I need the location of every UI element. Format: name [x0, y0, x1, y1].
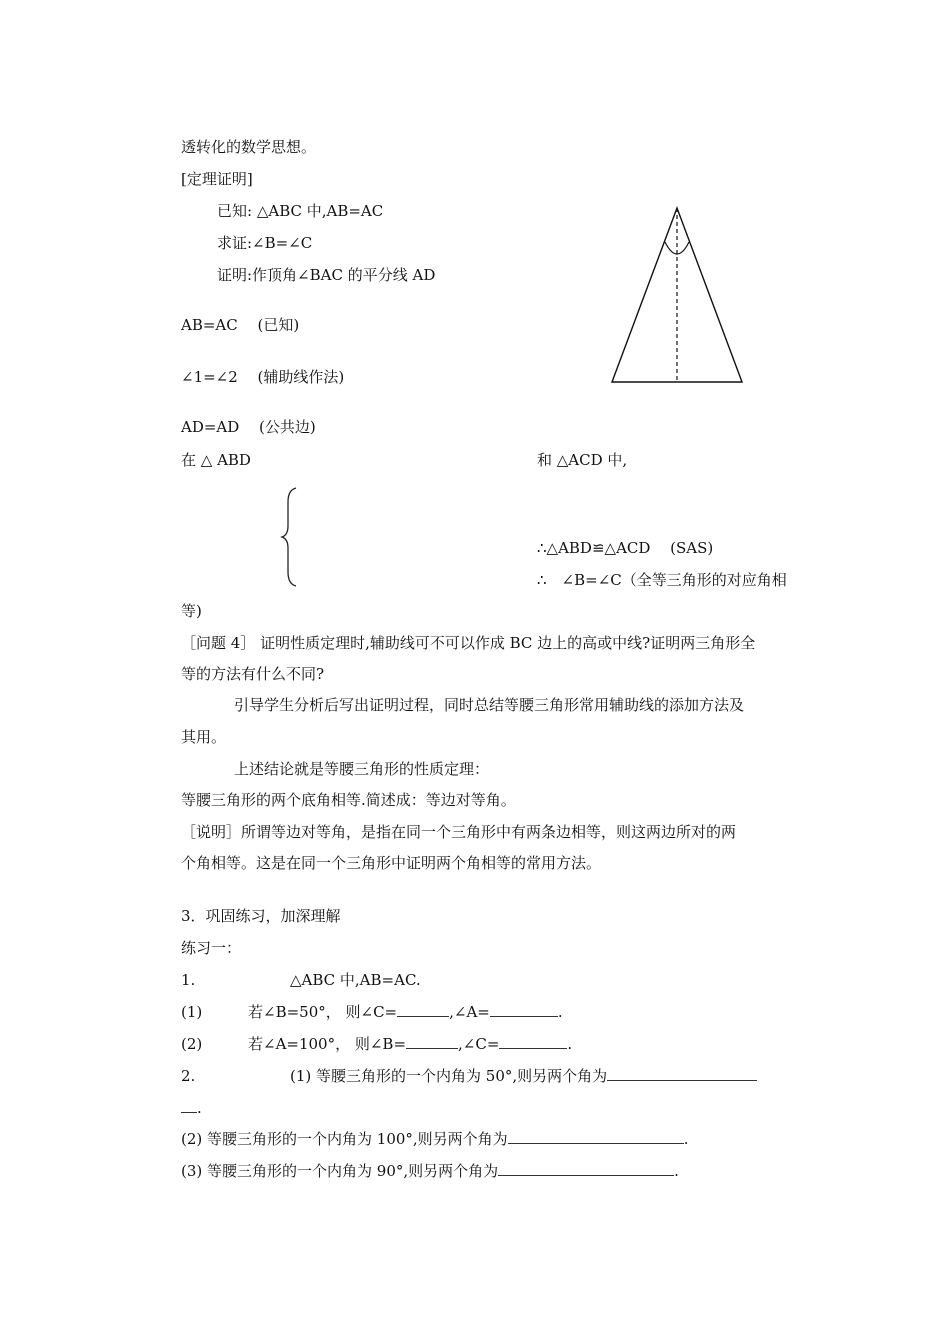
exercise-text: (2) 等腰三角形的一个内角为 100°,则另两个角为 — [181, 1130, 508, 1148]
exercise-text: △ABC 中,AB=AC. — [290, 971, 421, 989]
answer-blank[interactable] — [490, 1002, 558, 1017]
exercise-text: . — [674, 1162, 679, 1180]
exercise-text: (1) 等腰三角形的一个内角为 50°,则另两个角为 — [290, 1067, 608, 1085]
section-heading: [定理证明] — [181, 170, 253, 188]
exercise-heading: 练习一： — [181, 939, 242, 957]
note-text: ［说明］所谓等边对等角，是指在同一个三角形中有两条边相等，则这两边所对的两 — [181, 823, 737, 841]
exercise-item — [248, 1034, 572, 1054]
section-heading: 3．巩固练习，加深理解 — [181, 907, 341, 925]
text-line: 等) — [181, 602, 202, 620]
given-statement: 已知: △ABC 中,AB=AC — [217, 202, 384, 220]
proof-conclusion: ∴△ABD≌△ACD (SAS) — [537, 539, 714, 557]
answer-blank[interactable] — [607, 1066, 757, 1081]
exercise-item — [181, 1098, 202, 1118]
paragraph-text: 上述结论就是等腰三角形的性质定理： — [234, 760, 490, 778]
theorem-text: 等腰三角形的两个底角相等.简述成：等边对等角。 — [181, 791, 516, 809]
answer-blank[interactable] — [397, 1002, 449, 1017]
prove-statement: 求证:∠B=∠C — [217, 234, 313, 252]
exercise-text: . — [683, 1130, 689, 1148]
brace-icon — [280, 486, 300, 588]
exercise-text: . — [197, 1099, 202, 1117]
exercise-text: . — [557, 1003, 563, 1021]
proof-step: AB=AC (已知) — [181, 316, 300, 334]
exercise-text: . — [567, 1035, 573, 1053]
exercise-number: (2) — [181, 1035, 203, 1053]
proof-step: 在 △ ABD — [181, 451, 251, 469]
text-line: 透转化的数学思想。 — [181, 138, 317, 156]
note-text: 个角相等。这是在同一个三角形中证明两个角相等的常用方法。 — [181, 854, 602, 872]
exercise-number: (1) — [181, 1003, 203, 1021]
question-text: ［问题 4］ 证明性质定理时,辅助线可不可以作成 BC 边上的高或中线?证明两三角形全 — [181, 634, 756, 652]
exercise-item — [290, 1066, 757, 1086]
proof-step: 和 △ACD 中, — [537, 451, 628, 469]
answer-blank[interactable] — [499, 1034, 567, 1049]
exercise-item — [181, 1129, 688, 1149]
exercise-text: 若∠B=50°， 则∠C= — [248, 1003, 398, 1021]
paragraph-text: 其用。 — [181, 728, 227, 746]
answer-blank[interactable] — [498, 1161, 674, 1176]
exercise-text: ,∠A= — [449, 1003, 490, 1021]
exercise-item — [181, 1161, 679, 1181]
exercise-text: 若∠A=100°， 则∠B= — [248, 1035, 407, 1053]
question-text: 等的方法有什么不同? — [181, 665, 325, 683]
exercise-item — [248, 1002, 563, 1022]
answer-blank[interactable] — [181, 1098, 197, 1113]
answer-blank[interactable] — [406, 1034, 458, 1049]
proof-statement: 证明:作顶角∠BAC 的平分线 AD — [217, 266, 436, 284]
exercise-number: 1. — [181, 971, 196, 989]
exercise-text: (3) 等腰三角形的一个内角为 90°,则另两个角为 — [181, 1162, 499, 1180]
proof-step: AD=AD (公共边) — [181, 418, 316, 436]
isosceles-triangle-figure — [605, 200, 750, 390]
proof-step: ∠1=∠2 (辅助线作法) — [181, 368, 345, 386]
exercise-number: 2. — [181, 1067, 196, 1085]
proof-conclusion: ∴ ∠B=∠C（全等三角形的对应角相 — [537, 571, 787, 589]
paragraph-text: 引导学生分析后写出证明过程，同时总结等腰三角形常用辅助线的添加方法及 — [234, 696, 745, 714]
answer-blank[interactable] — [508, 1129, 684, 1144]
exercise-text: ,∠C= — [458, 1035, 500, 1053]
